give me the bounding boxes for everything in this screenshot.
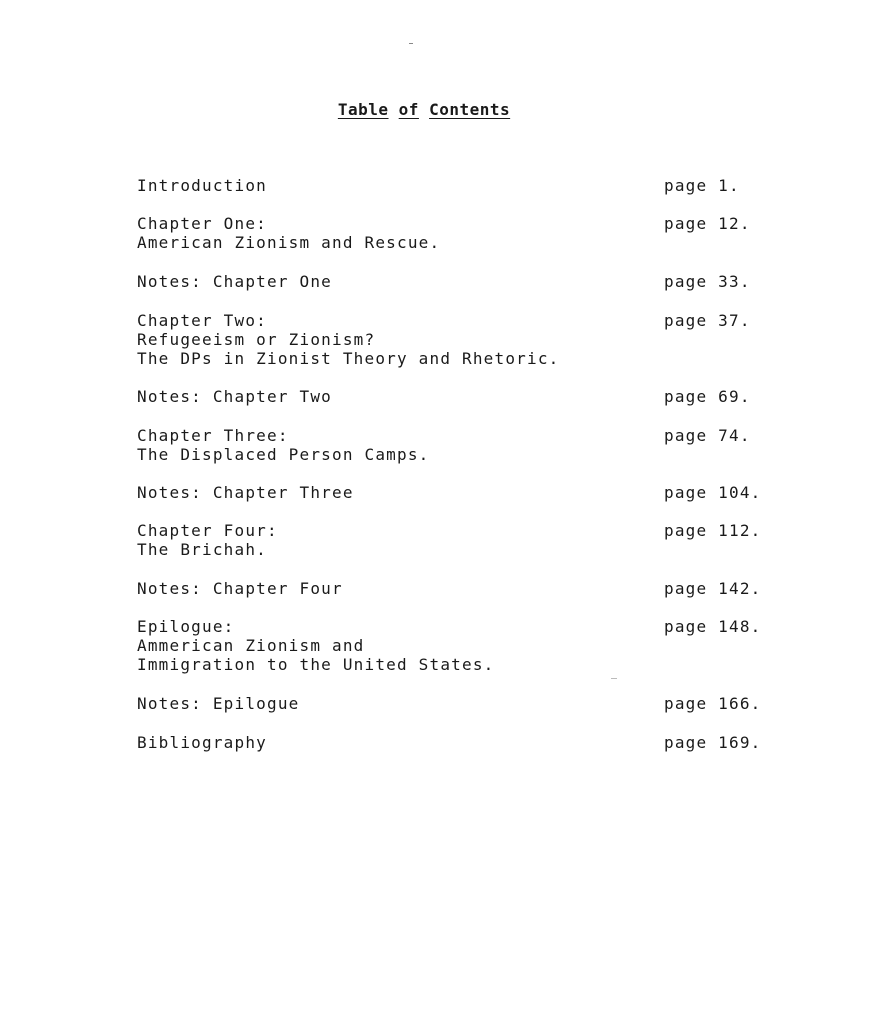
- toc-entry-line: The DPs in Zionist Theory and Rhetoric.: [137, 349, 560, 368]
- toc-entry-title: [137, 214, 440, 252]
- toc-entry-line: Immigration to the United States.: [137, 655, 495, 674]
- title-word: Contents: [429, 100, 511, 119]
- toc-entry-line: Bibliography: [137, 733, 267, 752]
- toc-entry-line: Notes: Chapter One: [137, 272, 332, 291]
- toc-entry-line: The Displaced Person Camps.: [137, 445, 430, 464]
- toc-entry-title: [137, 733, 267, 752]
- toc-entry-title: [137, 694, 300, 713]
- toc-page-number: page 169.: [664, 733, 762, 752]
- toc-page-number: page 12.: [664, 214, 751, 233]
- toc-entry-title: [137, 387, 332, 406]
- toc-entry-line: American Zionism and Rescue.: [137, 233, 441, 252]
- toc-page-number: page 1.: [664, 176, 740, 195]
- toc-page-number: page 104.: [664, 483, 762, 502]
- toc-page-number: page 142.: [664, 579, 762, 598]
- toc-entry-line: Notes: Chapter Two: [137, 387, 332, 406]
- toc-entry-title: [137, 579, 343, 598]
- scan-speck: [611, 678, 617, 679]
- toc-entry-title: [137, 311, 559, 368]
- toc-page-number: page 69.: [664, 387, 751, 406]
- toc-entry-line: The Brichah.: [137, 540, 267, 559]
- toc-entry-line: Refugeeism or Zionism?: [137, 330, 376, 349]
- toc-entry-line: Ammerican Zionism and: [137, 636, 365, 655]
- toc-entry-line: Chapter Two:: [137, 311, 267, 330]
- toc-entry-title: [137, 272, 332, 291]
- toc-page-number: page 33.: [664, 272, 751, 291]
- toc-entry-title: [137, 483, 354, 502]
- toc-page-number: page 112.: [664, 521, 762, 540]
- toc-entry-line: Notes: Chapter Four: [137, 579, 343, 598]
- toc-entry-line: Chapter One:: [137, 214, 267, 233]
- toc-page-number: page 148.: [664, 617, 762, 636]
- toc-entry-line: Chapter Four:: [137, 521, 278, 540]
- toc-entry-line: Introduction: [137, 176, 267, 195]
- toc-entry-title: [137, 617, 494, 674]
- page-title: [0, 100, 848, 119]
- toc-entry-line: Notes: Chapter Three: [137, 483, 354, 502]
- toc-page-number: page 74.: [664, 426, 751, 445]
- title-word: Table: [337, 100, 389, 119]
- toc-page-number: page 37.: [664, 311, 751, 330]
- toc-page-number: page 166.: [664, 694, 762, 713]
- scan-speck: [409, 43, 413, 44]
- toc-entry-line: Notes: Epilogue: [137, 694, 300, 713]
- toc-entry-title: [137, 426, 430, 464]
- title-word: of: [398, 100, 419, 119]
- toc-entry-line: Chapter Three:: [137, 426, 289, 445]
- toc-entry-title: [137, 521, 278, 559]
- toc-entry-line: Epilogue:: [137, 617, 235, 636]
- toc-entry-title: [137, 176, 267, 195]
